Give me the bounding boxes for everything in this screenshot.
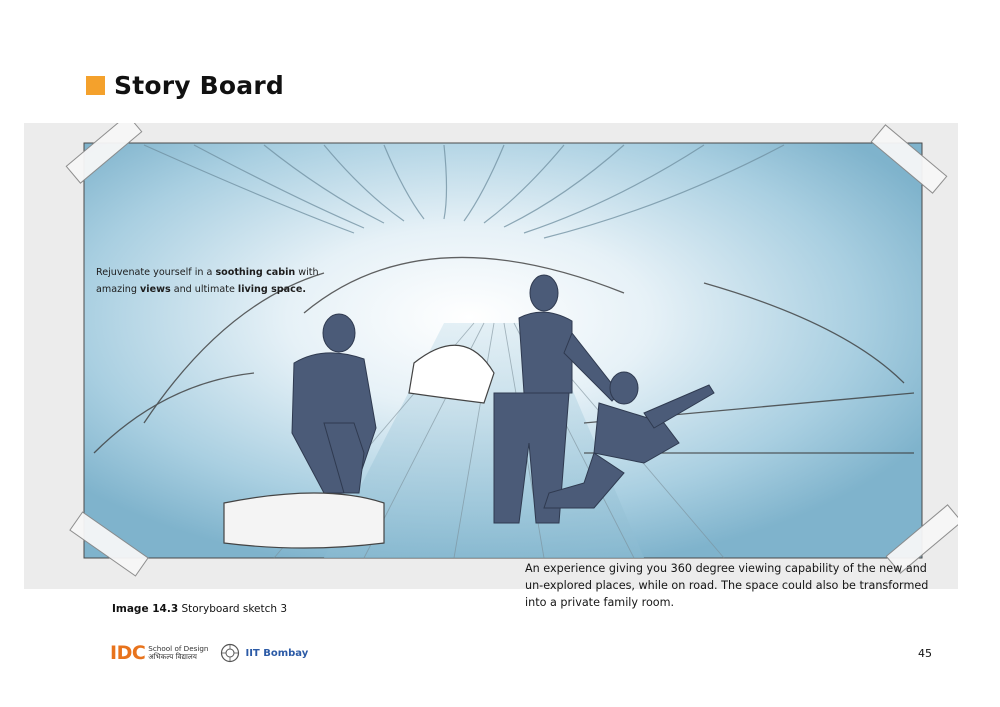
figure-caption-label: Image 14.3 <box>112 603 179 615</box>
iit-logo-text: IIT Bombay <box>245 647 309 659</box>
storyboard-sketch-image <box>24 123 958 589</box>
figure-caption <box>112 603 287 615</box>
title-accent-square <box>86 76 105 95</box>
iit-emblem-icon <box>220 643 240 663</box>
page-title: Story Board <box>114 70 284 100</box>
idc-logo-line1: School of Design <box>148 643 209 653</box>
iit-logo <box>220 643 308 663</box>
idc-logo-mark: IDC <box>110 642 146 664</box>
page-number: 45 <box>918 647 932 660</box>
idc-logo-line2: अभिकल्प विद्यालय <box>148 652 197 661</box>
figure-caption-text: Storyboard sketch 3 <box>178 603 288 615</box>
sketch-illustration <box>24 123 958 589</box>
idc-logo-text <box>148 645 208 662</box>
footer-logos <box>110 641 308 665</box>
sketch-description: An experience giving you 360 degree viewing capability of the new and un-explored places, while on road. The space could also be transformed into a private family room. <box>525 562 929 609</box>
sketch-overlay-caption: Rejuvenate yourself in a soothing cabin with amazing views and ultimate living space. <box>96 267 319 295</box>
page-header <box>86 72 284 98</box>
